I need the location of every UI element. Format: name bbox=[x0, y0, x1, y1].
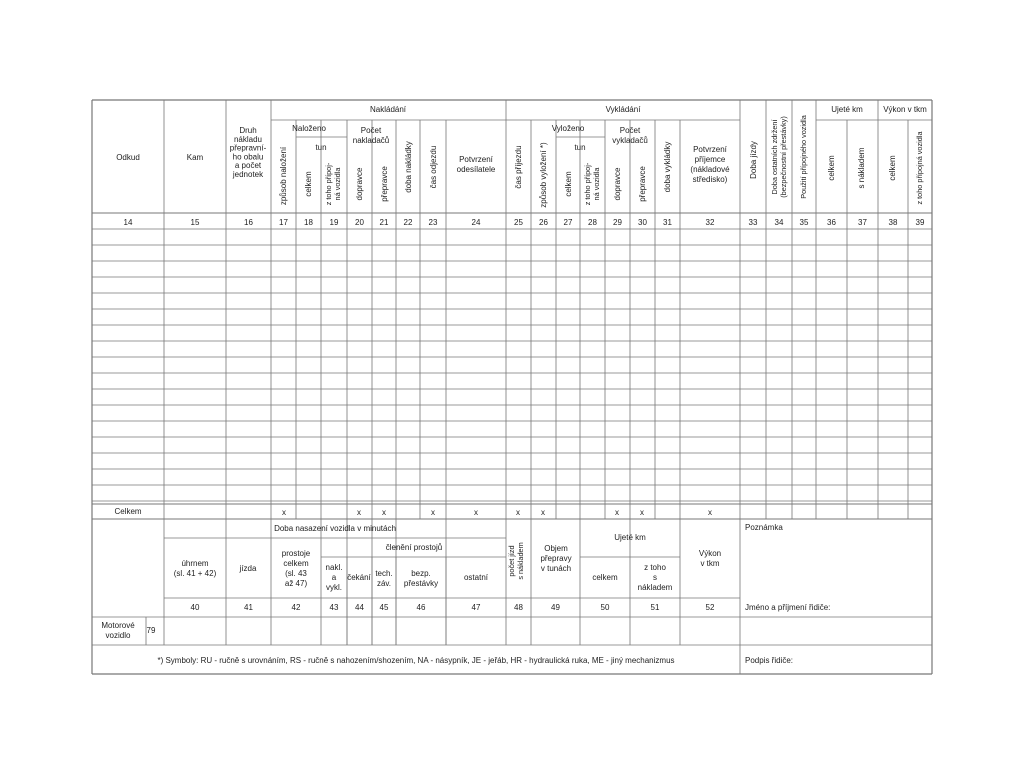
prostoje-label: (sl. 43 bbox=[285, 569, 307, 578]
bottom-column-number: 40 bbox=[190, 603, 200, 612]
ujete-celkem-label: celkem bbox=[592, 573, 618, 582]
header-druh: Druh bbox=[239, 126, 257, 135]
bottom-column-number: 49 bbox=[551, 603, 560, 612]
nakl-vykl-label: a bbox=[331, 573, 337, 582]
bottom-column-number: 45 bbox=[379, 603, 389, 612]
celkem-mark: x bbox=[541, 508, 545, 517]
header-prepravce: přepravce bbox=[380, 166, 389, 202]
header-celkem-vylozeno: celkem bbox=[564, 171, 573, 197]
celkem-mark: x bbox=[640, 508, 644, 517]
celkem-mark: x bbox=[431, 508, 435, 517]
header-potvrzeni-odesilatele: odesílatele bbox=[456, 165, 496, 174]
table-texts bbox=[101, 105, 927, 665]
objem-prepravy-label: přepravy bbox=[540, 554, 572, 563]
poznamka-label: Poznámka bbox=[745, 523, 783, 532]
header-potvrzeni-prijemce: (nákladové bbox=[690, 165, 730, 174]
bottom-column-number: 47 bbox=[471, 603, 481, 612]
header-z-toho-pripoj: z toho přípoj- bbox=[324, 162, 333, 206]
podpis-ridice-label: Podpis řidiče: bbox=[745, 656, 794, 665]
ujete-km-bottom: Ujeté km bbox=[614, 533, 646, 542]
column-number: 25 bbox=[514, 218, 523, 227]
header-prepravce-vykl: přepravce bbox=[638, 166, 647, 202]
column-number: 22 bbox=[403, 218, 413, 227]
header-druh: a počet bbox=[234, 161, 262, 171]
column-number: 26 bbox=[539, 218, 548, 227]
column-number: 28 bbox=[588, 218, 597, 227]
header-pocet-nakladacu: nakladačů bbox=[352, 136, 390, 145]
header-kam: Kam bbox=[186, 153, 204, 162]
header-potvrzeni-prijemce: příjemce bbox=[694, 155, 726, 164]
header-doba-jizdy: Doba jízdy bbox=[749, 141, 758, 179]
column-number: 16 bbox=[244, 218, 253, 227]
header-doba-ostatnich: (bezpečnostní přestávky) bbox=[779, 116, 788, 198]
column-number: 36 bbox=[827, 218, 836, 227]
jmeno-ridice-label: Jméno a příjmení řidiče: bbox=[745, 603, 831, 612]
column-number: 19 bbox=[329, 218, 339, 227]
column-number: 17 bbox=[279, 218, 288, 227]
bottom-column-number: 42 bbox=[291, 603, 301, 612]
column-number: 33 bbox=[748, 218, 758, 227]
header-z-toho-pripoj-vylozeno: ná vozidla bbox=[592, 167, 601, 201]
header-pocet-vykladacu: Počet bbox=[619, 126, 641, 135]
header-nalozeno: Naloženo bbox=[292, 124, 326, 133]
bottom-column-number: 43 bbox=[329, 603, 339, 612]
pocet-jizd-label: počet jízd bbox=[507, 545, 516, 577]
column-number: 34 bbox=[774, 218, 784, 227]
celkem-mark: x bbox=[382, 508, 386, 517]
celkem-mark: x bbox=[615, 508, 619, 517]
objem-prepravy-label: v tunách bbox=[540, 564, 572, 573]
header-s-nakladem: s nákladem bbox=[857, 147, 866, 189]
celkem-mark: x bbox=[474, 508, 478, 517]
header-cas-odjezdu: čas odjezdu bbox=[429, 145, 438, 189]
header-tun: tun bbox=[315, 143, 327, 152]
header-doba-vykladky: doba vykládky bbox=[663, 141, 672, 193]
jizda-label: jízda bbox=[239, 564, 257, 573]
doba-nasazeni-header: Doba nasazení vozidla v minutách bbox=[274, 524, 396, 533]
footnote-symbols: *) Symboly: RU - ručně s urovnáním, RS - ručně s nahozením/shozením, NA - násypník, JE - jeřáb, HR - hydraulická ruka, ME - jiný mechanizmus bbox=[157, 656, 675, 665]
header-doba-ostatnich: Doba ostatních zdržení bbox=[770, 119, 779, 195]
column-number: 37 bbox=[858, 218, 867, 227]
header-druh: jednotek bbox=[232, 170, 264, 179]
header-potvrzeni-prijemce: středisko) bbox=[692, 175, 728, 184]
celkem-mark: x bbox=[282, 508, 286, 517]
column-number: 27 bbox=[563, 218, 573, 227]
cekani-label: čekání bbox=[347, 573, 371, 582]
column-number: 24 bbox=[471, 218, 481, 227]
prostoje-label: celkem bbox=[283, 559, 309, 568]
bottom-column-number: 52 bbox=[705, 603, 715, 612]
column-number: 21 bbox=[379, 218, 389, 227]
bottom-column-number: 50 bbox=[600, 603, 610, 612]
celkem-mark: x bbox=[357, 508, 361, 517]
tech-zav-label: tech. bbox=[375, 569, 393, 578]
cleneni-header: členění prostojů bbox=[385, 543, 443, 552]
header-pocet-nakladacu: Počet bbox=[360, 126, 382, 135]
header-pouziti-pripojneho: Použití přípojného vozidla bbox=[799, 115, 808, 199]
nakl-vykl-label: nakl. bbox=[325, 563, 343, 572]
header-tun-vylozeno: tun bbox=[574, 143, 586, 152]
column-number: 31 bbox=[663, 218, 672, 227]
header-zpusob-vylozeni: způsob vyložení *) bbox=[539, 142, 548, 208]
header-pocet-vykladacu: vykladačů bbox=[612, 136, 648, 145]
column-number: 38 bbox=[888, 218, 898, 227]
column-number: 23 bbox=[428, 218, 438, 227]
vykon-bottom-label: v tkm bbox=[700, 559, 720, 568]
header-celkem-km: celkem bbox=[827, 155, 836, 181]
header-druh: ho obalu bbox=[232, 152, 264, 162]
column-number: 18 bbox=[304, 218, 313, 227]
z-toho-s-nakladem-label: z toho bbox=[644, 563, 666, 572]
bottom-column-number: 51 bbox=[650, 603, 660, 612]
header-potvrzeni-odesilatele: Potvrzení bbox=[459, 155, 493, 164]
column-number: 15 bbox=[190, 218, 200, 227]
pocet-jizd-label: s nákladem bbox=[516, 542, 525, 580]
header-z-toho-pripoj: ná vozidla bbox=[333, 167, 342, 201]
column-number: 29 bbox=[613, 218, 622, 227]
bezp-prestavky-label: bezp. bbox=[411, 569, 431, 578]
header-zpusob-nalozeni: způsob naložení bbox=[279, 146, 288, 206]
z-toho-s-nakladem-label: s bbox=[653, 573, 657, 582]
header-dopravce-vykl: dopravce bbox=[613, 167, 622, 201]
header-odkud: Odkud bbox=[116, 153, 140, 162]
bottom-column-number: 46 bbox=[416, 603, 426, 612]
nakl-vykl-label: vykl. bbox=[326, 583, 342, 592]
header-z-toho-pripoj-vylozeno: z toho přípoj- bbox=[583, 162, 592, 206]
header-ujete-km: Ujeté km bbox=[831, 105, 863, 114]
uhrnem-label: (sl. 41 + 42) bbox=[173, 569, 217, 578]
header-celkem-vykon: celkem bbox=[888, 155, 897, 181]
prostoje-label: až 47) bbox=[284, 579, 308, 588]
motorove-vozidlo-label: vozidlo bbox=[105, 631, 131, 640]
column-number: 39 bbox=[915, 218, 925, 227]
header-nakladani: Nakládání bbox=[369, 105, 407, 114]
header-potvrzeni-prijemce: Potvrzení bbox=[693, 145, 727, 154]
header-druh: nákladu bbox=[233, 134, 263, 144]
celkem-mark: x bbox=[708, 508, 712, 517]
z-toho-s-nakladem-label: nákladem bbox=[637, 583, 673, 592]
header-vykladani: Vykládání bbox=[605, 105, 641, 114]
column-number: 32 bbox=[705, 218, 715, 227]
column-number: 14 bbox=[123, 218, 133, 227]
header-dopravce: dopravce bbox=[355, 167, 364, 201]
header-celkem: celkem bbox=[304, 171, 313, 197]
motorove-vozidlo-code: 79 bbox=[146, 626, 156, 635]
header-druh: přepravní- bbox=[229, 143, 267, 153]
bezp-prestavky-label: přestávky bbox=[403, 579, 439, 588]
header-vykon: Výkon v tkm bbox=[883, 105, 927, 114]
vykon-bottom-label: Výkon bbox=[698, 549, 722, 558]
celkem-label: Celkem bbox=[114, 507, 142, 516]
header-cas-prijezdu: čas příjezdu bbox=[514, 145, 523, 189]
column-number: 35 bbox=[799, 218, 809, 227]
column-number: 30 bbox=[638, 218, 647, 227]
objem-prepravy-label: Objem bbox=[544, 544, 568, 553]
prostoje-label: prostoje bbox=[281, 549, 311, 558]
bottom-column-number: 44 bbox=[355, 603, 364, 612]
header-doba-nakladky: doba nakládky bbox=[404, 141, 413, 193]
header-z-toho-pripojna: z toho přípojná vozidla bbox=[915, 131, 924, 205]
tech-zav-label: záv. bbox=[376, 579, 392, 588]
header-vylozeno: Vyloženo bbox=[551, 124, 585, 133]
bottom-column-number: 48 bbox=[514, 603, 523, 612]
motorove-vozidlo-label: Motorové bbox=[101, 621, 135, 630]
celkem-mark: x bbox=[516, 508, 520, 517]
column-number: 20 bbox=[355, 218, 364, 227]
uhrnem-label: úhrnem bbox=[181, 559, 209, 568]
bottom-column-number: 41 bbox=[244, 603, 253, 612]
ostatni-label: ostatní bbox=[463, 573, 489, 582]
